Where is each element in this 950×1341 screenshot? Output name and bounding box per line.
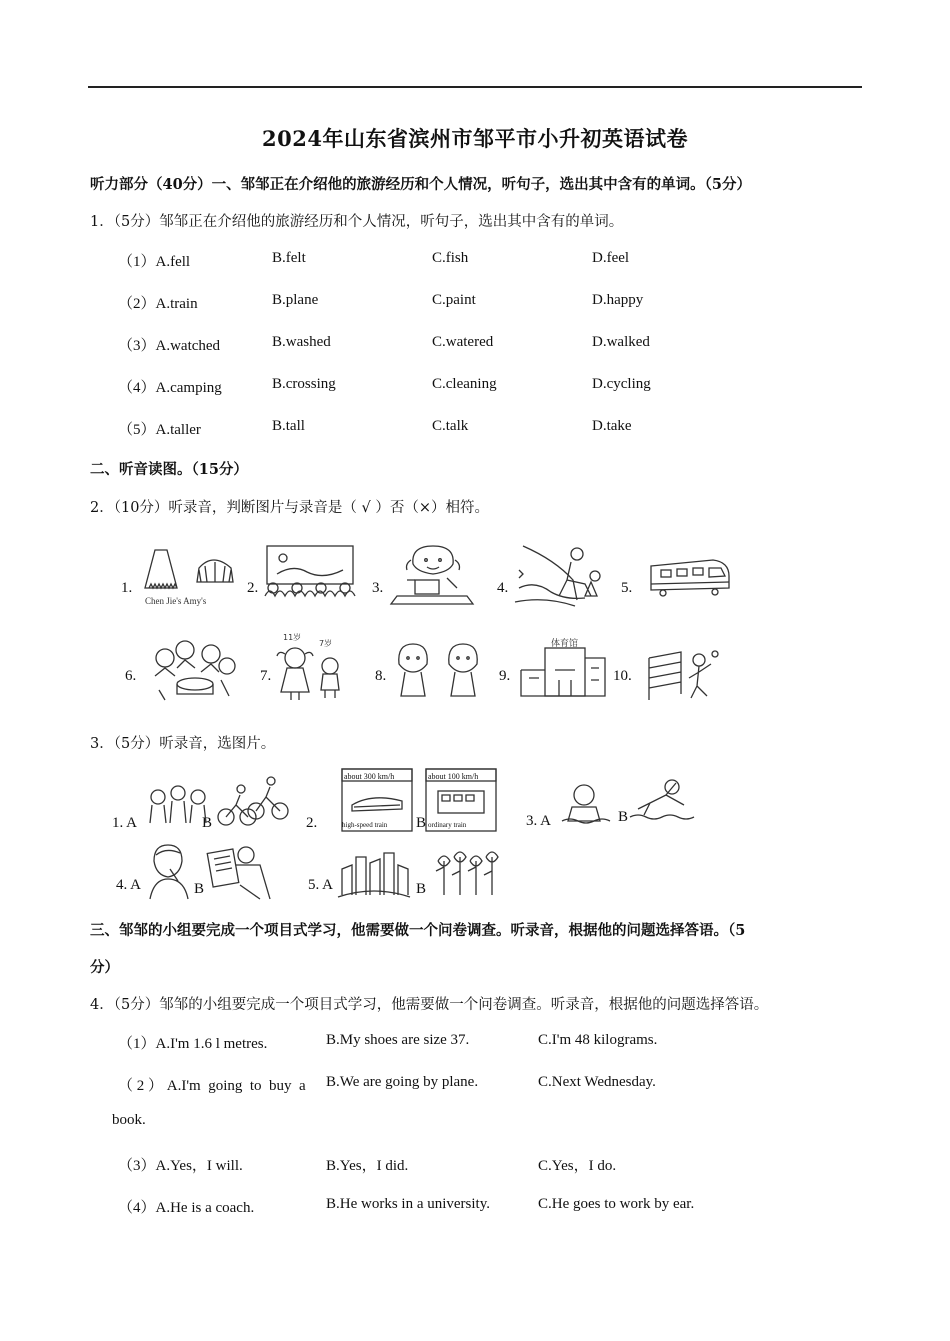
question-2-stem: 2．（10分）听录音，判断图片与录音是（ √ ）否（×）相符。 (90, 500, 490, 516)
q3-label-1a: 1. A (112, 815, 138, 831)
q4-option-1c: C.I'm 48 kilograms. (538, 1032, 658, 1048)
option-2d: D.happy (592, 292, 644, 308)
train-name-2: ordinary train (428, 821, 467, 829)
q4-option-2c: C.Next Wednesday. (538, 1074, 656, 1090)
option-5b: B.tall (272, 418, 305, 434)
q3-label-3a: 3. A (526, 813, 552, 829)
question-3-figure (110, 765, 710, 900)
train-drawing (651, 560, 729, 596)
q3-label-4a: 4. A (116, 877, 142, 893)
q4-option-3c: C.Yes，I do. (538, 1158, 617, 1174)
option-1c: C.fish (432, 250, 469, 266)
fig-label-4: 4. (497, 580, 509, 596)
q3-label-2: 2. (306, 815, 318, 831)
high-speed-train-drawing (342, 769, 412, 831)
page-title: 2024年山东省滨州市邹平市小升初英语试卷 (262, 126, 688, 151)
ordinary-train-drawing (426, 769, 496, 831)
option-4a: （4）A.camping (118, 380, 222, 396)
header-rule (88, 86, 862, 88)
fig-label-9: 9. (499, 668, 511, 684)
q4-option-3a: （3）A.Yes，I will. (118, 1158, 243, 1174)
q4-option-2a: （ 2 ） A.I'm going to buy a (118, 1078, 306, 1094)
q3-label-1b: B (202, 815, 213, 831)
two-girls-drawing (399, 644, 477, 696)
q4-option-2a-continued: book. (112, 1112, 146, 1128)
fig-label-8: 8. (375, 668, 387, 684)
option-3a: （3）A.watched (118, 338, 221, 354)
section-2-heading: 二、听音读图。（15分） (90, 461, 248, 478)
trees-drawing (436, 852, 498, 895)
two-children-drawing (277, 632, 339, 700)
gym-building-drawing (521, 637, 605, 696)
swimmer-drawing (562, 785, 610, 823)
age-label-a: 11岁 (283, 633, 302, 642)
fig-label-10: 10. (613, 668, 632, 684)
option-3b: B.washed (272, 334, 331, 350)
three-people-drawing (150, 786, 206, 823)
reading-girl-drawing (391, 546, 473, 604)
train-name-1: high-speed train (342, 821, 388, 829)
fig-label-2: 2. (247, 580, 259, 596)
age-label-b: 7岁 (319, 639, 333, 648)
question-2-figure (115, 540, 735, 705)
fig-caption-1: Chen Jie's Amy's (145, 596, 207, 606)
q4-option-4c: C.He goes to work by ear. (538, 1196, 695, 1212)
fig-label-1: 1. (121, 580, 133, 596)
question-4-stem: 4．（5分）邹邹的小组要完成一个项目式学习，他需要做一个问卷调查。听录音，根据他的问题选择答语。 (90, 997, 769, 1013)
q3-label-2b: B (416, 815, 427, 831)
option-5c: C.talk (432, 418, 469, 434)
q4-option-4a: （4）A.He is a coach. (118, 1200, 255, 1216)
fig-label-5: 5. (621, 580, 633, 596)
section-3-heading-line1: 三、邹邹的小组要完成一个项目式学习，他需要做一个问卷调查。听录音，根据他的问题选择答语。（5 (90, 922, 746, 939)
thinking-man-drawing (150, 845, 188, 899)
option-4b: B.crossing (272, 376, 336, 392)
q4-option-3b: B.Yes，I did. (326, 1158, 409, 1174)
skirts-drawing (145, 550, 233, 606)
q4-option-1a: （1）A.I'm 1.6 l metres. (118, 1036, 268, 1052)
sign-speed-1: about 300 km/h (344, 772, 395, 781)
option-4d: D.cycling (592, 376, 651, 392)
option-3d: D.walked (592, 334, 650, 350)
cinema-drawing (265, 546, 355, 596)
reading-man-drawing (207, 847, 270, 899)
option-4c: C.cleaning (432, 376, 497, 392)
cyclists-drawing (218, 777, 288, 825)
q4-option-2b: B.We are going by plane. (326, 1074, 479, 1090)
q3-label-3b: B (618, 809, 629, 825)
diver-drawing (630, 780, 694, 819)
option-1d: D.feel (592, 250, 630, 266)
q3-label-5a: 5. A (308, 877, 334, 893)
fishing-drawing (515, 546, 600, 606)
fig-label-3: 3. (372, 580, 384, 596)
q3-label-5b: B (416, 881, 427, 897)
question-3-stem: 3．（5分）听录音，选图片。 (90, 736, 276, 752)
question-1-stem: 1．（5分）邹邹正在介绍他的旅游经历和个人情况，听句子，选出其中含有的单词。 (90, 214, 624, 230)
fig-label-7: 7. (260, 668, 272, 684)
option-1b: B.felt (272, 250, 306, 266)
badminton-drawing (649, 651, 718, 700)
option-3c: C.watered (432, 334, 494, 350)
option-2a: （2）A.train (118, 296, 198, 312)
q4-option-1b: B.My shoes are size 37. (326, 1032, 470, 1048)
section-1-heading: 听力部分（40分）一、邹邹正在介绍他的旅游经历和个人情况，听句子，选出其中含有的单词。（5分） (90, 176, 752, 193)
option-1a: （1）A.fell (118, 254, 191, 270)
city-buildings-drawing (338, 853, 410, 897)
q4-option-4b: B.He works in a university. (326, 1196, 491, 1212)
q3-label-4b: B (194, 881, 205, 897)
gym-sign: 体育馆 (551, 639, 579, 649)
option-5d: D.take (592, 418, 632, 434)
fig-label-6: 6. (125, 668, 137, 684)
sign-speed-2: about 100 km/h (428, 772, 479, 781)
section-3-heading-line2: 分） (90, 959, 119, 976)
option-5a: （5）A.taller (118, 422, 201, 438)
option-2c: C.paint (432, 292, 476, 308)
party-kids-drawing (155, 641, 235, 700)
option-2b: B.plane (272, 292, 319, 308)
